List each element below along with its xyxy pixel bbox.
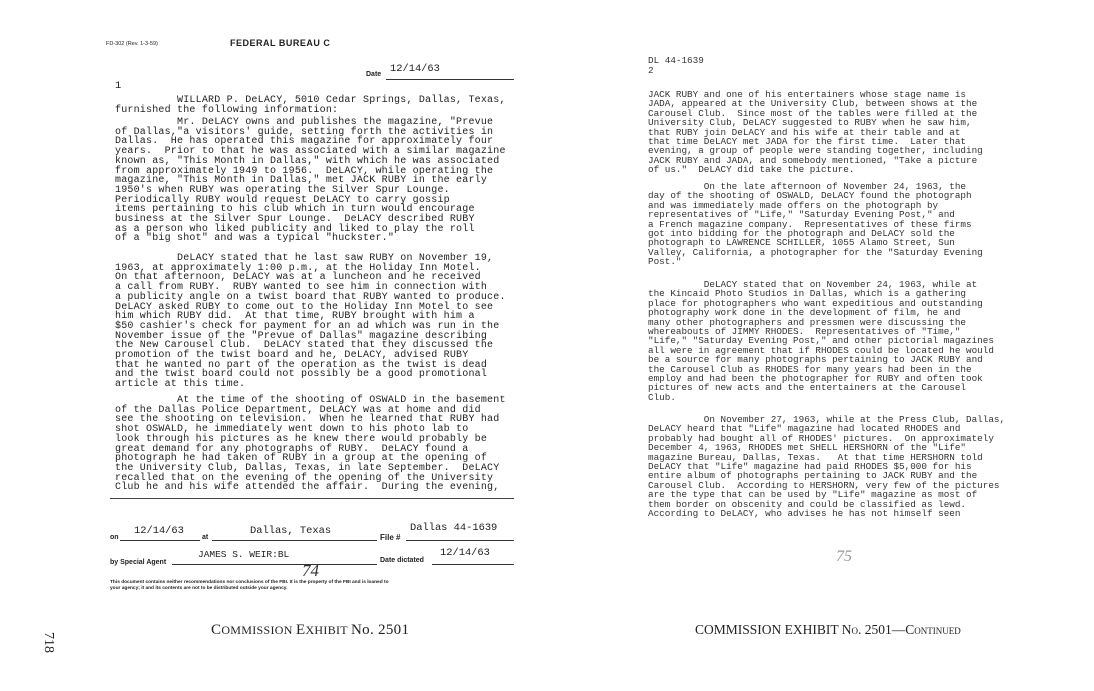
text-line: a French magazine company. Representatives of these firms xyxy=(648,218,972,230)
caption-part: C xyxy=(211,622,222,638)
at-value: Dallas, Texas xyxy=(250,525,332,537)
text-line: all were in agreement that if RHODES could be located he would xyxy=(648,344,994,356)
paragraph xyxy=(648,182,1008,267)
text-line: photography work done in the development of film, he and xyxy=(648,307,961,319)
text-line: be a source for many photographs pertaining to JACK RUBY and xyxy=(648,354,983,366)
disclaimer xyxy=(110,580,389,592)
text-line: December 4, 1963, RHODES met SHELL HERSHORN of the "Life" xyxy=(648,442,967,454)
text-line: place for photographers who want expeditious and outstanding xyxy=(648,297,983,309)
text-line: DeLACY stated that he last saw RUBY on November 19, xyxy=(115,253,494,264)
at-label: at xyxy=(202,534,209,541)
text-line: JACK RUBY and one of his entertainers whose stage name is xyxy=(648,89,967,100)
form-number: FD-302 (Rev. 1-3-59) xyxy=(106,41,158,47)
page-number: 2 xyxy=(648,65,654,76)
paragraph xyxy=(115,254,525,390)
text-line: are the type that can be used by "Life" magazine as most of xyxy=(648,489,978,501)
text-line: JADA, appeared at the University Club, between shows at the xyxy=(648,98,978,110)
exhibit-caption-continued: COMMISSION EXHIBIT No. 2501—Continued xyxy=(695,622,961,637)
text-line: employ and had been the photographer for RUBY and often took xyxy=(648,373,983,385)
text-line: of Dallas,"a visitors' guide, setting forth the activities in xyxy=(115,126,494,138)
text-line: from approximately 1949 to 1956. DeLACY, while operating the xyxy=(115,165,494,177)
text-line: November issue of the "Prevue of Dallas" magazine describing xyxy=(115,330,488,342)
caption-part: XHIBIT xyxy=(305,623,352,637)
text-line: Club he and his wife attended the affair. During the evening, xyxy=(115,482,500,494)
text-line: of us." DeLACY did take the picture. xyxy=(648,164,855,176)
paragraph xyxy=(115,96,525,115)
paragraph xyxy=(648,280,1008,402)
text-line: Dallas. He has operated this magazine for approximately four xyxy=(115,136,494,148)
handwritten-page-number: 74 xyxy=(302,561,319,580)
file-value: Dallas 44-1639 xyxy=(410,522,498,534)
page-number: 1 xyxy=(115,80,122,92)
on-value: 12/14/63 xyxy=(134,525,184,537)
text-line: that he wanted no part of the operation as the twist is dead xyxy=(115,359,488,371)
text-line: many other photographers and pressmen were discussing the xyxy=(648,316,967,328)
volume-page-number: 718 xyxy=(41,632,56,653)
text-line: a call from RUBY. RUBY wanted to see him in connection with xyxy=(115,282,488,294)
text-line: University Club, DeLACY suggested to RUBY when he saw him, xyxy=(648,117,972,129)
text-line: "Life," "Saturday Evening Post," and other pictorial magazines xyxy=(648,335,994,347)
text-line: the University Club, Dallas, Texas, in late September. DeLACY xyxy=(115,462,500,474)
text-line: a publicity angle on a twist board that RUBY wanted to produce. xyxy=(115,291,506,303)
text-line: Carousel Club. According to HERSHORN, very few of the pictures xyxy=(648,479,1000,491)
text-line: Mr. DeLACY owns and publishes the magazine, "Prevue xyxy=(115,117,494,128)
text-line: see the shooting on television. When he learned that RUBY had xyxy=(115,414,500,426)
text-line: DeLACY that "Life" magazine had paid RHODES $5,000 for his xyxy=(648,461,972,473)
text-line: magazine Bureau, Dallas, Texas. At that time HERSHORN told xyxy=(648,451,983,463)
text-line: DeLACY stated that on November 24, 1963, while at xyxy=(648,279,978,290)
file-label: File # xyxy=(380,533,401,542)
text-line: Post." xyxy=(648,256,682,268)
file-reference xyxy=(648,56,704,76)
text-line: magazine, "This Month in Dallas," met JACK RUBY in the early xyxy=(115,175,488,187)
text-line: of the Dallas Police Department, DeLACY was at home and did xyxy=(115,404,481,416)
caption-part: OMMISSION xyxy=(221,623,296,637)
paragraph xyxy=(648,415,1008,518)
disclaimer-line: your agency; it and its contents are not to be distributed outside your agency. xyxy=(110,586,288,591)
text-line: as a person who liked publicity and liked to play the roll xyxy=(115,223,475,235)
dictated-value: 12/14/63 xyxy=(440,547,490,559)
text-line: probably had bought all of RHODES' pictures. On approximately xyxy=(648,432,994,444)
text-line: DeLACY asked RUBY to come out to the Holiday Inn Motel to see xyxy=(115,301,494,313)
date-value: 12/14/63 xyxy=(390,63,440,75)
text-line: 1950's when RUBY was operating the Silver Spur Lounge. xyxy=(115,184,450,196)
text-line: JACK RUBY and JADA, and somebody mentioned, "Take a picture xyxy=(648,154,978,166)
text-line: items pertaining to his club which in turn would encourage xyxy=(115,204,475,216)
text-line: Valley, California, a photographer for the "Saturday Evening xyxy=(648,246,983,258)
text-line: pictures of new acts and the entertainers at the Carousel xyxy=(648,382,967,394)
text-line: $50 cashier's check for payment for an ad which was run in the xyxy=(115,320,500,332)
text-line: Periodically RUBY would request DeLACY to carry gossip xyxy=(115,194,450,206)
text-line: day of the shooting of OSWALD, DeLACY found the photograph xyxy=(648,190,972,202)
agent-value: JAMES S. WEIR:BL xyxy=(198,549,290,560)
text-line: and the twist board could not possibly be a good promotional xyxy=(115,369,488,381)
on-label: on xyxy=(110,534,119,541)
text-line: that time DeLACY met JADA for the first time. Later that xyxy=(648,136,967,148)
text-line: Carousel Club. Since most of the tables were filled at the xyxy=(648,107,978,119)
text-line: the Carousel Club as RHODES for many years had been in the xyxy=(648,363,972,375)
text-line: DeLACY heard that "Life" magazine had located RHODES and xyxy=(648,423,961,435)
text-line: recalled that on the evening of the opening of the University xyxy=(115,472,494,484)
text-line: the Kincaid Photo Studios in Dallas, which is a gathering xyxy=(648,288,967,300)
text-line: On the late afternoon of November 24, 1963, the xyxy=(648,181,967,192)
text-line: the New Carousel Club. DeLACY stated that they discussed the xyxy=(115,340,494,352)
text-line: whereabouts of JIMMY RHODES. Representatives of "Time," xyxy=(648,326,961,338)
dictated-label: Date dictated xyxy=(380,557,424,564)
text-line: representatives of "Life," "Saturday Evening Post," and xyxy=(648,209,955,221)
text-line: and was immediately made offers on the photograph by xyxy=(648,199,939,211)
date-label: Date xyxy=(366,71,382,78)
handwritten-page-number: 75 xyxy=(836,548,852,565)
text-line: them border on obscenity and could be classified as lewd. xyxy=(648,498,967,510)
caption-part: No. 2501 xyxy=(351,622,410,638)
agent-label: by Special Agent xyxy=(110,559,167,566)
text-line: WILLARD P. DeLACY, 5010 Cedar Springs, Dallas, Texas, xyxy=(115,95,506,106)
exhibit-caption xyxy=(211,622,409,639)
text-line: promotion of the twist board and he, DeLACY, advised RUBY xyxy=(115,350,469,362)
divider xyxy=(110,498,514,499)
text-line: On that afternoon, DeLACY was at a luncheon and he received xyxy=(115,272,481,284)
agency-header: FEDERAL BUREAU C xyxy=(230,38,331,48)
text-line: According to DeLACY, who advises he has not himself seen xyxy=(648,508,961,520)
text-line: Club. xyxy=(648,391,676,403)
text-line: furnished the following information: xyxy=(115,104,339,116)
caption-part: E xyxy=(296,622,306,638)
text-line: 1963, at approximately 1:00 p.m., at the Holiday Inn Motel. xyxy=(115,262,481,274)
disclaimer-line: This document contains neither recommendations nor conclusions of the FBI. It is the property of the FBI and is loaned to xyxy=(110,580,389,585)
text-line: At the time of the shooting of OSWALD in the basement xyxy=(115,395,506,406)
text-line: article at this time. xyxy=(115,379,246,391)
text-line: got into bidding for the photograph and DeLACY sold the xyxy=(648,228,955,240)
text-line: known as, "This Month in Dallas," with which he was associated xyxy=(115,155,500,167)
date-field xyxy=(366,63,514,80)
text-line: look through his pictures as he knew there would probably be xyxy=(115,433,488,445)
text-line: great demand for any photographs of RUBY. DeLACY found a xyxy=(115,443,469,455)
text-line: years. Prior to that he was associated with a similar magazine xyxy=(115,146,506,158)
text-line: photograph he had taken of RUBY in a group at the opening of xyxy=(115,453,488,465)
text-line: evening, a group of people were standing together, including xyxy=(648,145,983,157)
text-line: entire album of photographs pertaining to JACK RUBY and the xyxy=(648,470,978,482)
text-line: him which RUBY did. At that time, RUBY brought with him a xyxy=(115,311,475,323)
footer-row-1 xyxy=(110,522,514,542)
text-line: photograph to LAWRENCE SCHILLER, 1055 Alamo Street, Sun xyxy=(648,237,955,249)
paragraph xyxy=(115,396,525,493)
text-line: On November 27, 1963, while at the Press Club, Dallas, xyxy=(648,414,1006,425)
text-line: business at the Silver Spur Lounge. DeLACY described RUBY xyxy=(115,214,475,226)
text-line: that RUBY join DeLACY and his wife at their table and at xyxy=(648,126,961,138)
text-line: of a "big shot" and was a typical "huckster." xyxy=(115,233,395,245)
file-ref: DL 44-1639 xyxy=(648,55,704,66)
text-line: shot OSWALD, he immediately went down to his photo lab to xyxy=(115,424,469,436)
paragraph xyxy=(115,118,525,244)
paragraph xyxy=(648,90,1008,175)
